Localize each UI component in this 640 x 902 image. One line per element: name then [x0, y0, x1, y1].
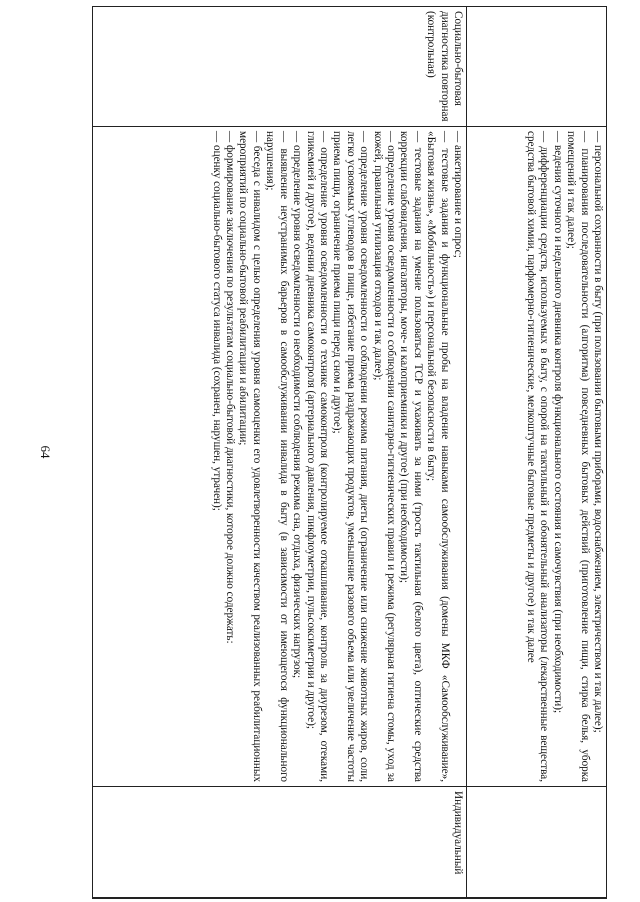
content-item: — определение уровня осведомленности о соблюдении режима питания, диеты (ограничение или снижение животных жиров, соли, легко усвояемых углеводов в пище, избегание приема раздражающих продуктов, уменьшение разового объема или увеличение частоты приема пищи, ограничение приема пищи перед сном и другое); [331, 131, 371, 782]
content-item: — формирование заключения по результатам социально-бытовой диагностики, которое должно содержать: [224, 131, 237, 644]
content-item: — тестовые задания на умение пользоваться ТСР и ухаживать за ними (трость тактильная (белого цвета), оптические средства коррекции слабовидения, ингаляторы, моче- и калоприемники и другое) (при необходимости); [398, 131, 424, 782]
content-item: — тестовые задания и функциональные пробы на владение навыками самообслуживания (домены МКФ «Самообслуживание», «Бытовая жизнь», «Мобильность») и персональной безопасности в быту; [425, 131, 451, 782]
rehabilitation-services-table [92, 6, 607, 899]
service-name-cell-empty [467, 7, 607, 127]
content-item: — определение уровня осведомленности о соблюдении санитарно-гигиенических правил и режима (регулярная гигиена стомы, уход за кожей, правильная утилизация отходов и так далее); [371, 131, 397, 782]
content-item: — планирования последовательности (алгоритма) повседневных бытовых действий (приготовление пищи, стирка белья, уборка помещений и так далее); [565, 131, 591, 782]
content-item: — выявление неустранимых барьеров в самообслуживании инвалида в быту (в зависимости от имеющегося функционального нарушения); [264, 131, 290, 782]
content-item: — ведения суточного и недельного дневника контроля функционального состояния и самочувствия (при необходимости); [551, 131, 564, 714]
service-content-cell [93, 127, 467, 787]
content-item: — определение уровня осведомленности о необходимости соблюдения режима сна, отдыха, физических нагрузок; [291, 131, 304, 679]
page-number: 64 [38, 445, 53, 459]
service-content-cell [467, 127, 607, 787]
content-item: — оценку социально-бытового статуса инвалида (сохранен, нарушен, утрачен); [210, 131, 223, 511]
table-row-continuation [467, 7, 607, 899]
service-name-cell: Социально-бытовая диагностика повторная (контрольная) [93, 7, 467, 127]
table-row-service [93, 7, 467, 899]
content-item: — анкетирование и опрос; [452, 131, 464, 258]
service-form-cell-empty [467, 787, 607, 899]
service-form-cell: Индивидуальный [93, 787, 467, 899]
rotated-document [92, 6, 607, 898]
content-item: — определение уровня осведомленности о технике самоконтроля (контролируемое откашливание, контроль за диурезом, отеками, гликемией и другое), ведении дневника самоконтроля (артериального давления, пикфлоуметрии, пульсоксиметрии и другое); [304, 131, 330, 782]
content-item: — беседа с инвалидом с целью определения уровня самооценки его удовлетворенности качеством реализованных реабилитационных мероприятий по социально-бытовой реабилитации и абилитации; [237, 131, 263, 782]
content-item: — персональной сохранности в быту (при пользовании бытовыми приборами, водоснабжением, электричеством и так далее); [592, 131, 604, 733]
content-item: — дифференциации средств, используемых в быту, с опорой на тактильный и обонятельный анализаторы (лекарственные вещества, средства бытовой химии, парфюмерно-гигиенические, мелкоштучные бытовые предметы и другое) и так далее [524, 131, 551, 782]
